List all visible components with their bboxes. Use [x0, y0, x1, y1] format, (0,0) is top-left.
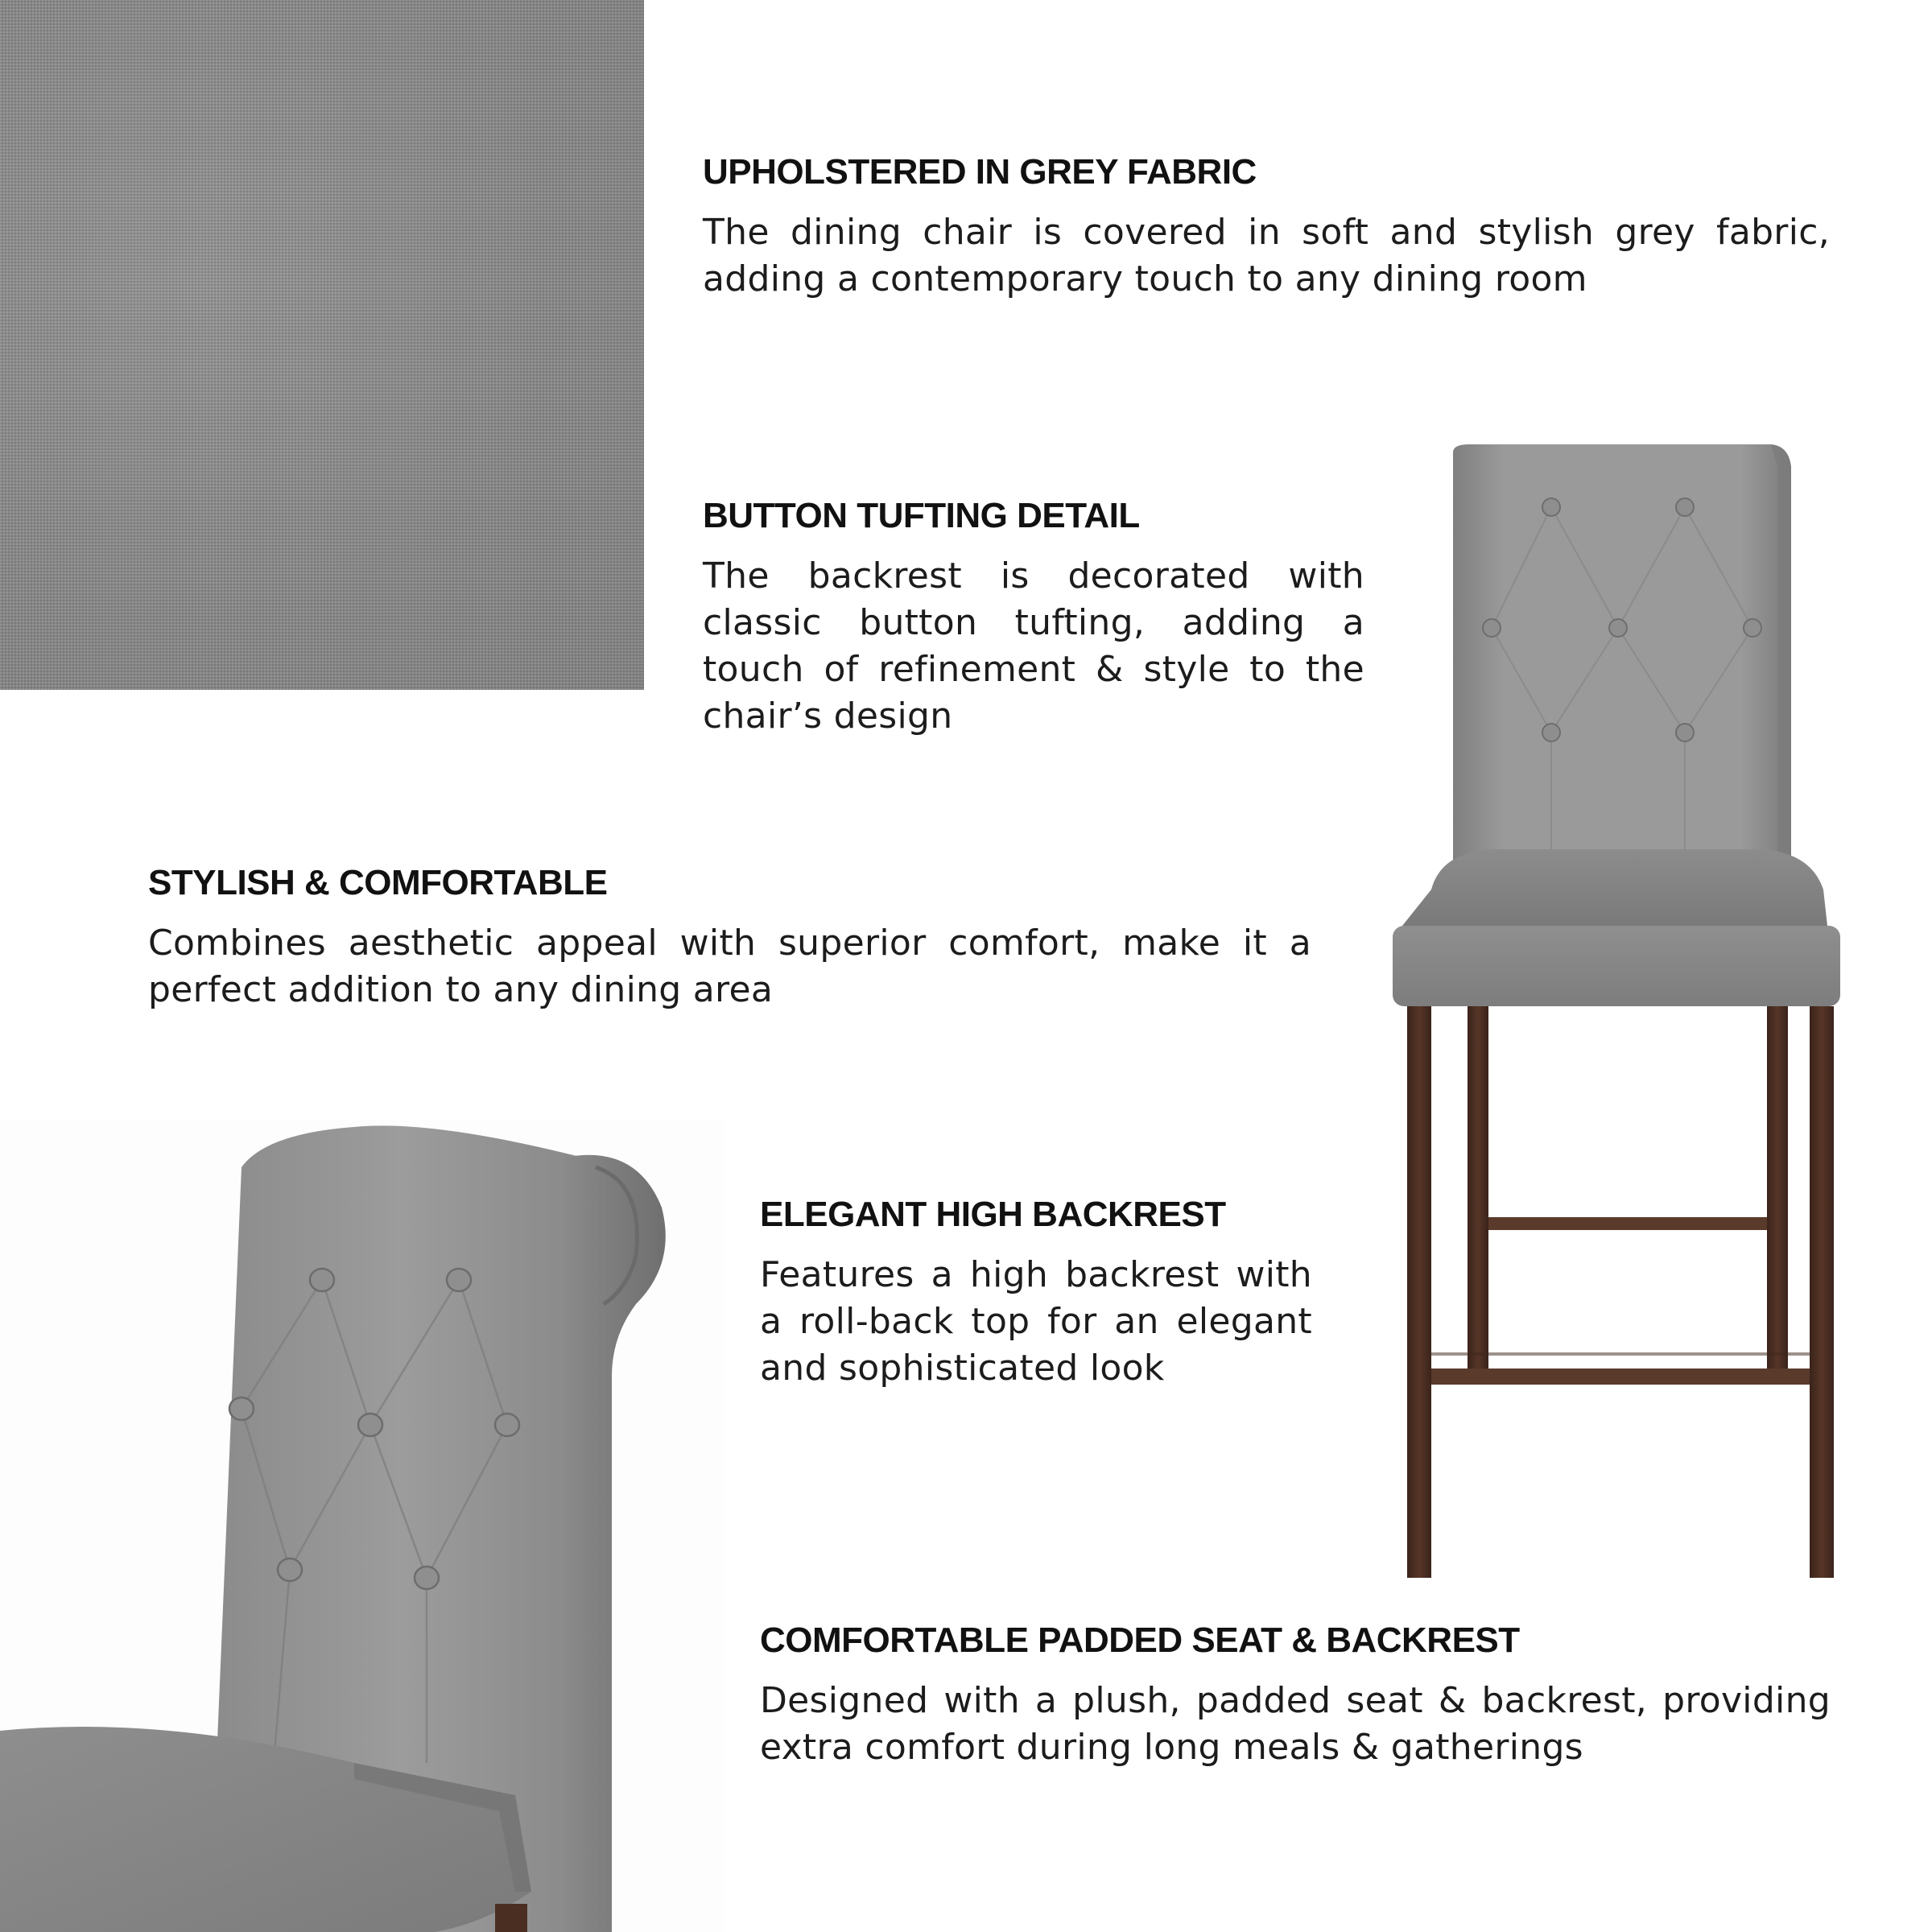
feature-title: BUTTON TUFTING DETAIL	[703, 496, 1140, 535]
feature-title: STYLISH & COMFORTABLE	[148, 863, 608, 902]
feature-description: The dining chair is covered in soft and stylish grey fabric, adding a contemporary touch to any dining room	[703, 212, 1830, 300]
feature-title: UPHOLSTERED IN GREY FABRIC	[703, 152, 1257, 192]
feature-description: Features a high backrest with a roll-back top for an elegant and sophisticated look	[760, 1254, 1312, 1389]
feature-description: The backrest is decorated with classic button tufting, adding a touch of refinement & style to the chair’s design	[703, 555, 1364, 737]
counter-stool-image	[1393, 443, 1860, 1578]
feature-description: Combines aesthetic appeal with superior comfort, make it a perfect addition to any dining area	[148, 923, 1311, 1011]
feature-description: Designed with a plush, padded seat & backrest, providing extra comfort during long meals & gatherings	[760, 1680, 1831, 1769]
dining-chair-image	[0, 1119, 724, 1932]
feature-upholstered	[703, 153, 1830, 303]
feature-title: COMFORTABLE PADDED SEAT & BACKREST	[760, 1620, 1520, 1660]
feature-high-backrest	[760, 1195, 1312, 1392]
feature-title: ELEGANT HIGH BACKREST	[760, 1195, 1226, 1234]
feature-button-tufting	[703, 497, 1364, 740]
fabric-swatch-image	[0, 0, 644, 690]
feature-padded-seat	[760, 1621, 1831, 1771]
feature-stylish-comfortable	[148, 864, 1311, 1013]
